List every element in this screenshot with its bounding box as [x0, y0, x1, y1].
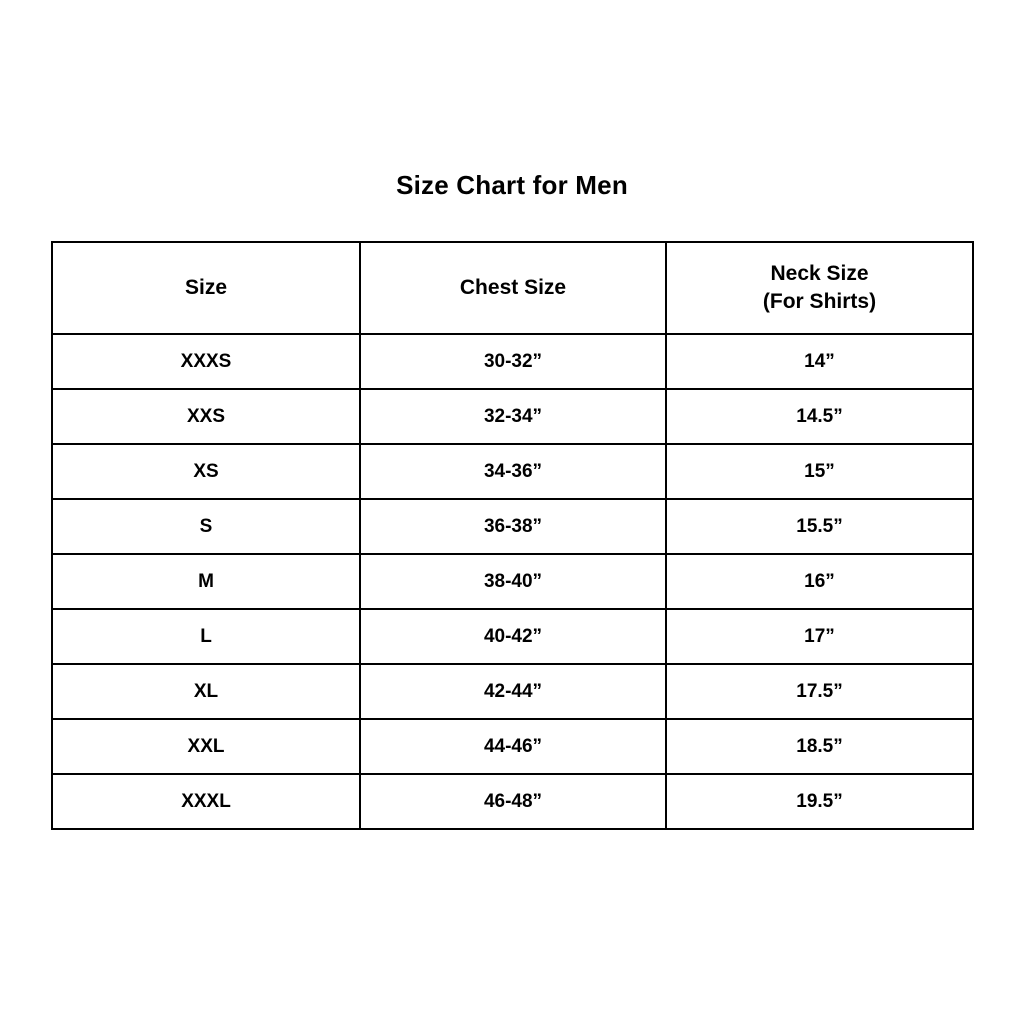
cell-chest: 38-40” — [360, 554, 666, 609]
size-chart-table — [51, 241, 974, 830]
cell-chest: 34-36” — [360, 444, 666, 499]
column-header-chest — [360, 242, 666, 334]
cell-neck: 14.5” — [666, 389, 973, 444]
table-header-row — [52, 242, 973, 334]
cell-size: XS — [52, 444, 360, 499]
column-header-neck-label: Neck Size — [770, 261, 869, 285]
cell-neck: 15.5” — [666, 499, 973, 554]
cell-neck: 17” — [666, 609, 973, 664]
cell-neck: 18.5” — [666, 719, 973, 774]
table-row — [52, 719, 973, 774]
cell-size: M — [52, 554, 360, 609]
cell-chest: 36-38” — [360, 499, 666, 554]
table-row — [52, 389, 973, 444]
column-header-neck — [666, 242, 973, 334]
cell-size: XL — [52, 664, 360, 719]
table-body — [52, 334, 973, 829]
cell-neck: 16” — [666, 554, 973, 609]
cell-size: S — [52, 499, 360, 554]
table-row — [52, 664, 973, 719]
table-row — [52, 444, 973, 499]
cell-chest: 42-44” — [360, 664, 666, 719]
table-row — [52, 609, 973, 664]
cell-chest: 40-42” — [360, 609, 666, 664]
cell-size: XXS — [52, 389, 360, 444]
cell-size: XXXL — [52, 774, 360, 829]
table-row — [52, 554, 973, 609]
cell-chest: 44-46” — [360, 719, 666, 774]
cell-neck: 15” — [666, 444, 973, 499]
column-header-size-label: Size — [184, 275, 228, 299]
cell-size: XXL — [52, 719, 360, 774]
table-row — [52, 774, 973, 829]
cell-chest: 30-32” — [360, 334, 666, 389]
cell-size: XXXS — [52, 334, 360, 389]
column-header-size — [52, 242, 360, 334]
cell-neck: 19.5” — [666, 774, 973, 829]
cell-neck: 14” — [666, 334, 973, 389]
table-row — [52, 499, 973, 554]
page-title: Size Chart for Men — [396, 170, 628, 200]
cell-chest: 46-48” — [360, 774, 666, 829]
column-header-chest-label: Chest Size — [459, 275, 567, 299]
column-header-neck-sublabel: (For Shirts) — [762, 290, 877, 313]
cell-neck: 17.5” — [666, 664, 973, 719]
cell-size: L — [52, 609, 360, 664]
table-header — [52, 242, 973, 334]
cell-chest: 32-34” — [360, 389, 666, 444]
table-row — [52, 334, 973, 389]
